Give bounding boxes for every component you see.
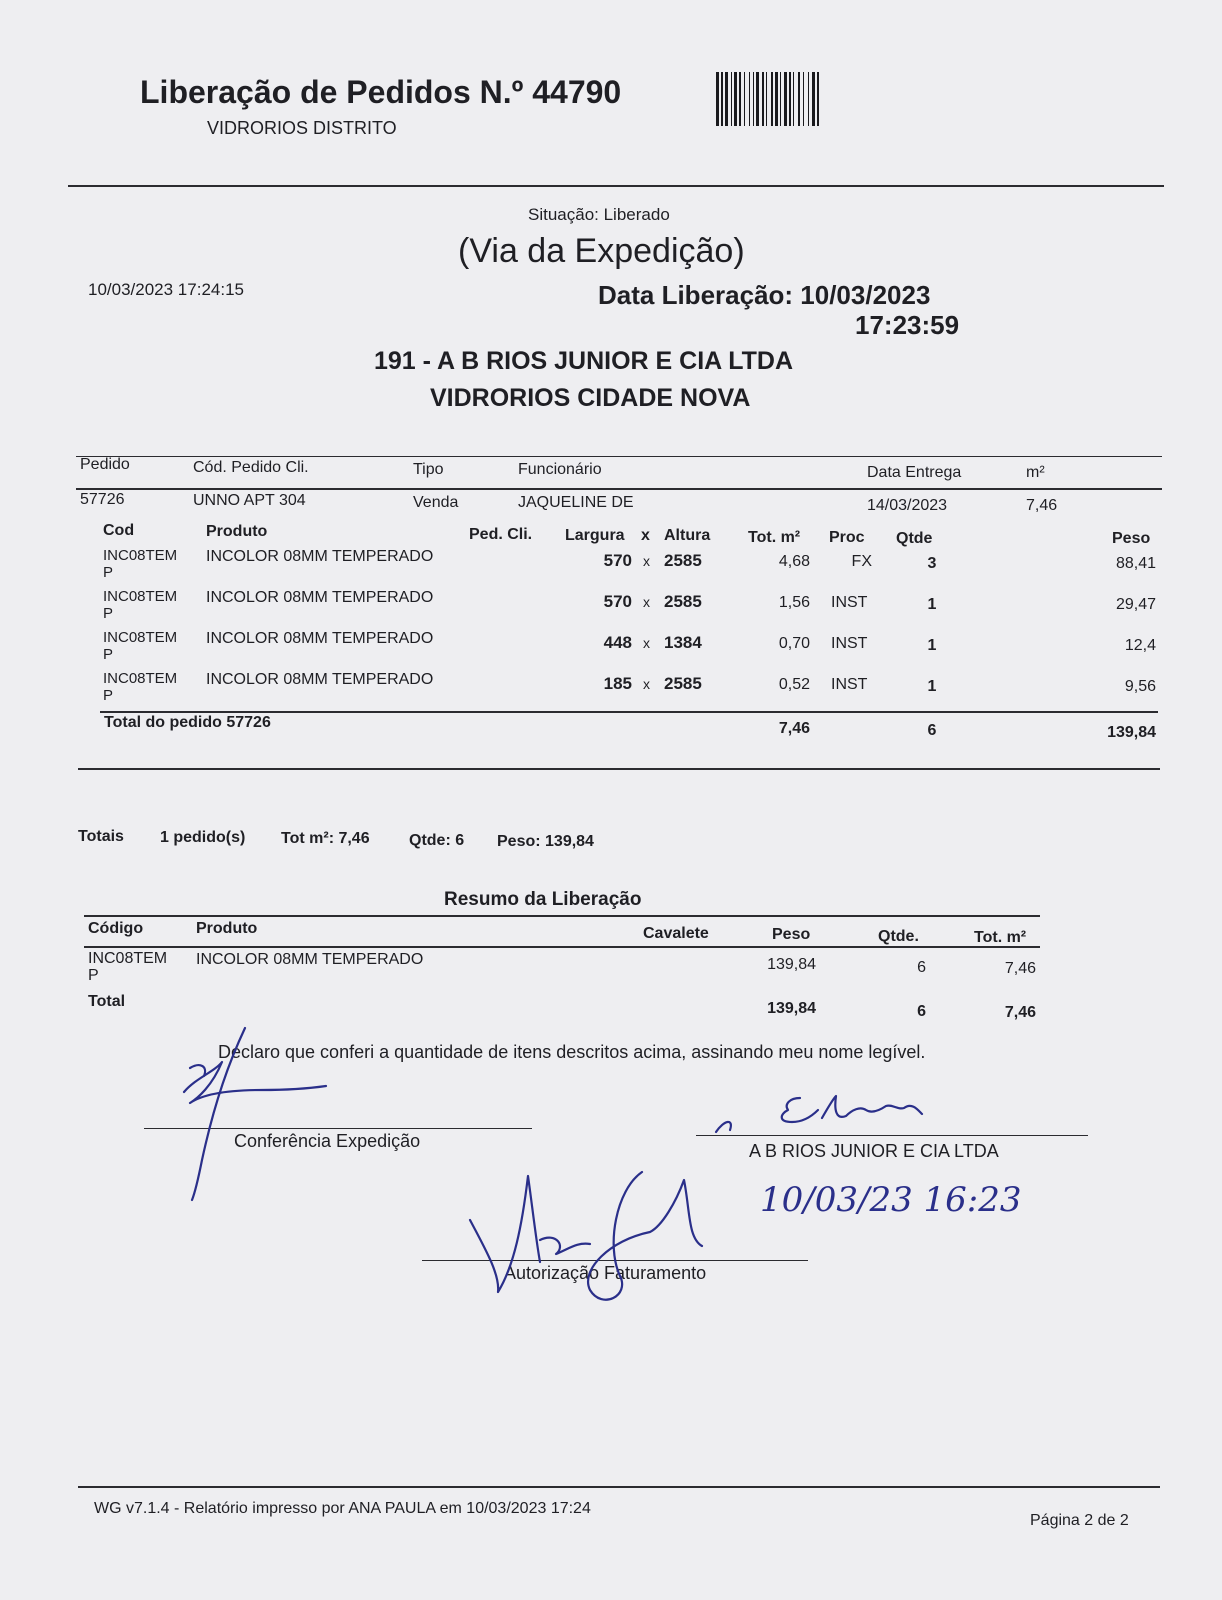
col-x: x bbox=[641, 527, 650, 544]
item-qty: 1 bbox=[927, 637, 937, 654]
item-weight: 9,56 bbox=[1124, 678, 1156, 695]
handwritten-date: 10/03/23 16:23 bbox=[760, 1180, 1022, 1220]
item-x: x bbox=[643, 553, 650, 569]
order-total-label: Total do pedido 57726 bbox=[104, 714, 271, 731]
item-height: 2585 bbox=[664, 592, 702, 611]
customer-store: VIDRORIOS CIDADE NOVA bbox=[430, 384, 751, 412]
col-funcionario: Funcionário bbox=[518, 461, 602, 478]
declaration-text: Declaro que conferi a quantidade de itens descritos acima, assinando meu nome legível. bbox=[218, 1042, 926, 1062]
col-pedido: Pedido bbox=[80, 456, 130, 473]
signature-scribble-left bbox=[184, 1028, 326, 1200]
col-tipo: Tipo bbox=[413, 461, 444, 478]
item-tot-m2: 1,56 bbox=[778, 594, 810, 611]
item-tot-m2: 4,68 bbox=[778, 553, 810, 570]
item-x: x bbox=[643, 676, 650, 692]
item-tot-m2: 0,52 bbox=[778, 676, 810, 693]
divider bbox=[78, 1486, 1160, 1488]
totals-label: Totais bbox=[78, 828, 124, 845]
totals-weight: Peso: 139,84 bbox=[497, 833, 594, 850]
totals-orders: 1 pedido(s) bbox=[160, 829, 246, 846]
status-text: Situação: Liberado bbox=[528, 205, 670, 224]
summary-total-weight: 139,84 bbox=[767, 1000, 816, 1017]
item-height: 2585 bbox=[664, 551, 702, 570]
summary-total-m2: 7,46 bbox=[1004, 1004, 1036, 1021]
summary-col-cavalete: Cavalete bbox=[643, 925, 709, 942]
item-qty: 1 bbox=[927, 678, 937, 695]
item-height: 2585 bbox=[664, 674, 702, 693]
print-datetime: 10/03/2023 17:24:15 bbox=[88, 280, 244, 299]
col-m2: m² bbox=[1026, 464, 1045, 481]
col-ped-cli: Ped. Cli. bbox=[469, 526, 533, 543]
page-number: Página 2 de 2 bbox=[1030, 1512, 1129, 1529]
customer-name: 191 - A B RIOS JUNIOR E CIA LTDA bbox=[374, 347, 794, 375]
item-width: 570 bbox=[603, 592, 632, 611]
delivery-date: 14/03/2023 bbox=[867, 497, 948, 514]
col-tot-m2: Tot. m² bbox=[748, 529, 801, 546]
totals-qty: Qtde: 6 bbox=[409, 832, 465, 849]
col-data-entrega: Data Entrega bbox=[867, 464, 962, 481]
col-largura: Largura bbox=[565, 527, 625, 544]
via-label: (Via da Expedição) bbox=[458, 232, 745, 270]
summary-total-label: Total bbox=[88, 993, 126, 1010]
order-total-m2: 7,46 bbox=[778, 720, 810, 737]
item-width: 448 bbox=[603, 633, 632, 652]
summary-col-tot-m2: Tot. m² bbox=[974, 929, 1027, 946]
item-product: INCOLOR 08MM TEMPERADO bbox=[206, 630, 434, 647]
signature-scribble-right bbox=[716, 1096, 922, 1132]
summary-weight: 139,84 bbox=[767, 956, 816, 973]
client-order-code: UNNO APT 304 bbox=[193, 492, 306, 509]
summary-m2: 7,46 bbox=[1004, 960, 1036, 977]
summary-col-peso: Peso bbox=[772, 926, 811, 943]
item-code-suffix: P bbox=[103, 605, 114, 622]
col-proc: Proc bbox=[829, 529, 865, 546]
item-proc: FX bbox=[851, 553, 872, 570]
order-total-weight: 139,84 bbox=[1107, 724, 1156, 741]
item-qty: 1 bbox=[927, 596, 937, 613]
item-width: 185 bbox=[603, 674, 632, 693]
conferencia-label: Conferência Expedição bbox=[234, 1131, 421, 1151]
summary-col-codigo: Código bbox=[88, 920, 144, 937]
col-cod-pedido-cli: Cód. Pedido Cli. bbox=[193, 459, 309, 476]
col-peso: Peso bbox=[1112, 530, 1151, 547]
order-number: 57726 bbox=[80, 491, 125, 508]
col-cod: Cod bbox=[103, 522, 135, 539]
summary-total-qty: 6 bbox=[917, 1003, 926, 1020]
item-proc: INST bbox=[831, 594, 868, 611]
item-code-suffix: P bbox=[103, 564, 114, 581]
signature-scribble-center bbox=[470, 1172, 702, 1300]
totals-m2: Tot m²: 7,46 bbox=[281, 830, 370, 847]
item-weight: 12,4 bbox=[1124, 637, 1156, 654]
company-signature-label: A B RIOS JUNIOR E CIA LTDA bbox=[749, 1141, 999, 1161]
item-code: INC08TEM bbox=[103, 547, 178, 564]
col-qtde: Qtde bbox=[896, 530, 933, 547]
item-product: INCOLOR 08MM TEMPERADO bbox=[206, 589, 434, 606]
item-code: INC08TEM bbox=[103, 629, 178, 646]
item-height: 1384 bbox=[664, 633, 702, 652]
release-time: 17:23:59 bbox=[855, 310, 960, 340]
order-m2: 7,46 bbox=[1026, 497, 1058, 514]
item-code-suffix: P bbox=[103, 646, 114, 663]
col-altura: Altura bbox=[664, 527, 711, 544]
item-qty: 3 bbox=[927, 555, 937, 572]
item-product: INCOLOR 08MM TEMPERADO bbox=[206, 671, 434, 688]
item-code-suffix: P bbox=[103, 687, 114, 704]
summary-col-produto: Produto bbox=[196, 920, 258, 937]
summary-code: INC08TEM bbox=[88, 950, 168, 967]
summary-col-qtde: Qtde. bbox=[878, 928, 919, 945]
order-total-qty: 6 bbox=[927, 722, 937, 739]
item-code: INC08TEM bbox=[103, 588, 178, 605]
item-proc: INST bbox=[831, 676, 868, 693]
col-produto: Produto bbox=[206, 523, 268, 540]
order-type: Venda bbox=[413, 494, 459, 511]
summary-title: Resumo da Liberação bbox=[444, 889, 642, 910]
summary-code-suffix: P bbox=[88, 967, 99, 984]
footer-print-info: WG v7.1.4 - Relatório impresso por ANA PAULA em 10/03/2023 17:24 bbox=[94, 1500, 591, 1517]
summary-product: INCOLOR 08MM TEMPERADO bbox=[196, 951, 424, 968]
item-product: INCOLOR 08MM TEMPERADO bbox=[206, 548, 434, 565]
item-x: x bbox=[643, 594, 650, 610]
item-weight: 88,41 bbox=[1115, 555, 1156, 572]
item-width: 570 bbox=[603, 551, 632, 570]
summary-qty: 6 bbox=[917, 959, 926, 976]
release-date: Data Liberação: 10/03/2023 bbox=[598, 280, 931, 310]
item-tot-m2: 0,70 bbox=[778, 635, 810, 652]
item-x: x bbox=[643, 635, 650, 651]
autorizacao-label: Autorização Faturamento bbox=[504, 1263, 707, 1283]
company-subtitle: VIDRORIOS DISTRITO bbox=[207, 118, 397, 138]
item-code: INC08TEM bbox=[103, 670, 178, 687]
employee: JAQUELINE DE bbox=[518, 494, 634, 511]
item-proc: INST bbox=[831, 635, 868, 652]
document-title: Liberação de Pedidos N.º 44790 bbox=[140, 74, 622, 110]
item-weight: 29,47 bbox=[1115, 596, 1156, 613]
